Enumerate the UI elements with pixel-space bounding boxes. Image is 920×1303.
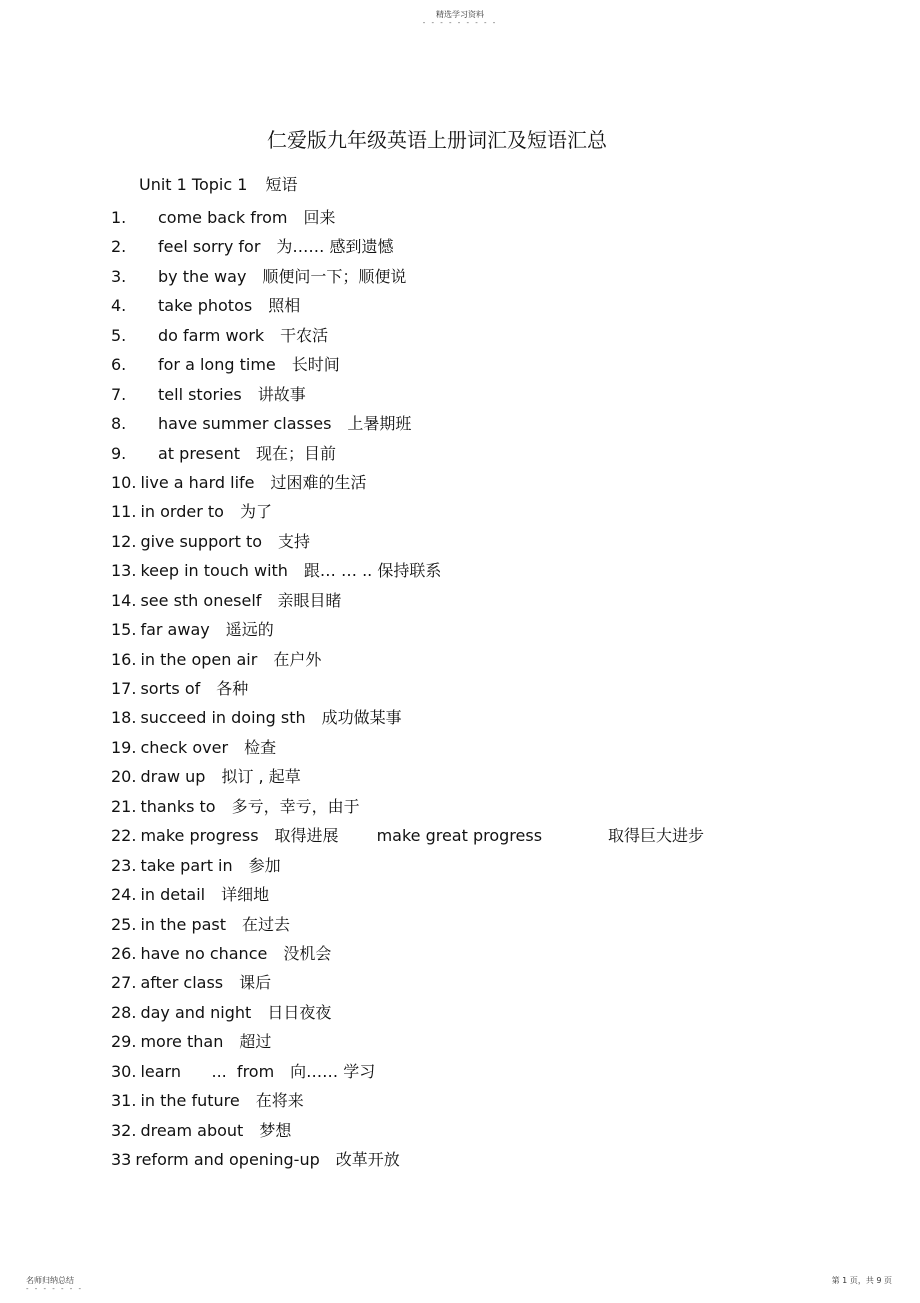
item-cn2: 取得巨大进步	[608, 826, 705, 846]
footer-label: 名师归纳总结	[26, 1276, 74, 1285]
item-en: in the past	[140, 914, 227, 934]
item-num: 31.	[111, 1091, 137, 1111]
item-num: 20.	[111, 767, 137, 787]
item-en: dream about	[140, 1120, 244, 1140]
item-num: 11.	[111, 502, 137, 522]
item-en: by the way	[158, 266, 247, 286]
item-cn: 现在；目前	[255, 443, 336, 463]
item-en: draw up	[140, 767, 206, 787]
list-item	[111, 471, 891, 500]
item-en: tell stories	[158, 384, 242, 404]
item-en: for a long time	[158, 355, 276, 375]
item-cn: 过困难的生活	[270, 472, 367, 492]
list-item	[111, 265, 891, 294]
item-num: 6.	[111, 355, 127, 375]
item-en: at present	[158, 443, 240, 463]
list-item	[111, 1001, 891, 1030]
list-item	[111, 883, 891, 912]
item-num: 19.	[111, 737, 137, 757]
item-en: more than	[140, 1032, 224, 1052]
item-num: 3.	[111, 266, 127, 286]
list-item	[111, 795, 891, 824]
item-cn: 为了	[239, 502, 272, 522]
item-en: live a hard life	[140, 472, 255, 492]
item-en: keep in touch with	[140, 561, 288, 581]
item-num: 21.	[111, 796, 137, 816]
item-cn: 亲眼目睹	[277, 590, 342, 610]
item-num: 22.	[111, 826, 137, 846]
item-cn: 超过	[239, 1032, 272, 1052]
item-num: 23.	[111, 855, 137, 875]
item-cn: 在户外	[273, 649, 322, 669]
item-num: 29.	[111, 1032, 137, 1052]
list-item	[111, 353, 891, 382]
item-num: 15.	[111, 620, 137, 640]
item-cn: 上暑期班	[347, 414, 412, 434]
item-cn: 照相	[268, 296, 301, 316]
item-cn: 没机会	[283, 943, 332, 963]
item-cn: 详细地	[221, 885, 270, 905]
item-num: 7.	[111, 384, 127, 404]
list-item	[111, 206, 891, 235]
item-en: take part in	[140, 855, 233, 875]
phrase-list	[111, 206, 891, 1177]
item-en: sorts of	[140, 679, 201, 698]
list-item	[111, 854, 891, 883]
item-num: 16.	[111, 649, 137, 669]
item-num: 2.	[111, 237, 127, 257]
list-item	[111, 1060, 891, 1089]
item-cn: 课后	[239, 973, 272, 993]
item-num: 9.	[111, 443, 127, 463]
list-item	[111, 589, 891, 618]
list-item	[111, 942, 891, 971]
item-en: after class	[140, 973, 224, 993]
item-num: 17.	[111, 679, 137, 698]
item-cn: 各种	[216, 679, 249, 698]
item-en: in the future	[140, 1091, 240, 1111]
item-en: learn ... from	[140, 1061, 275, 1081]
item-en: have summer classes	[158, 414, 332, 434]
item-cn: 讲故事	[257, 384, 306, 404]
item-cn: 梦想	[259, 1120, 292, 1140]
item-num: 25.	[111, 914, 137, 934]
item-cn: 遥远的	[225, 620, 274, 640]
item-cn: 回来	[303, 208, 336, 227]
list-item	[111, 412, 891, 441]
item-en: make progress	[140, 826, 259, 846]
item-cn: 长时间	[291, 355, 340, 375]
item-num: 32.	[111, 1120, 137, 1140]
item-en: reform and opening-up	[135, 1150, 320, 1169]
item-en: take photos	[158, 296, 253, 316]
list-item	[111, 648, 891, 677]
item-cn: 为…… 感到遗憾	[276, 237, 394, 257]
item-cn: 干农活	[280, 325, 329, 345]
item-cn: 在将来	[255, 1091, 304, 1111]
item-cn: 向…… 学习	[290, 1061, 376, 1081]
list-item	[111, 500, 891, 529]
item-en: see sth oneself	[140, 590, 262, 610]
item-num: 8.	[111, 414, 127, 434]
list-item	[111, 442, 891, 471]
section-heading-cn: 短语	[265, 175, 298, 194]
list-item	[111, 677, 891, 706]
item-cn: 日日夜夜	[267, 1002, 332, 1022]
list-item	[111, 736, 891, 765]
item-en: have no chance	[140, 943, 268, 963]
item-en: succeed in doing sth	[140, 708, 306, 728]
list-item	[111, 824, 891, 853]
item-en: thanks to	[140, 796, 216, 816]
list-item	[111, 1030, 891, 1059]
item-num: 1.	[111, 208, 127, 227]
item-num: 12.	[111, 531, 137, 551]
list-item	[111, 235, 891, 264]
item-num: 10.	[111, 472, 137, 492]
list-item	[111, 559, 891, 588]
item-num: 33	[111, 1150, 132, 1169]
item-num: 18.	[111, 708, 137, 728]
item-num: 26.	[111, 943, 137, 963]
item-num: 5.	[111, 325, 127, 345]
section-heading	[139, 172, 297, 195]
section-heading-en: Unit 1 Topic 1	[139, 175, 248, 194]
list-item	[111, 324, 891, 353]
list-item	[111, 294, 891, 323]
item-cn: 支持	[278, 531, 311, 551]
page-number: 第 1 页，共 9 页	[831, 1276, 892, 1285]
page-title: 仁爱版九年级英语上册词汇及短语汇总	[267, 128, 607, 152]
item-cn: 成功做某事	[321, 708, 402, 728]
list-item	[111, 383, 891, 412]
header-dots: - - - - - - - - -	[422, 19, 498, 27]
item-en: in detail	[140, 885, 206, 905]
item-num: 28.	[111, 1002, 137, 1022]
list-item	[111, 1089, 891, 1118]
item-num: 13.	[111, 561, 137, 581]
item-cn: 取得进展	[274, 826, 339, 846]
item-en: do farm work	[158, 325, 265, 345]
item-cn: 检查	[244, 737, 277, 757]
item-cn: 在过去	[242, 914, 291, 934]
footer-dots: - - - - - - -	[26, 1285, 84, 1293]
list-item	[111, 971, 891, 1000]
item-cn: 多亏，幸亏，由于	[231, 796, 360, 816]
item-en2: make great progress	[376, 826, 543, 846]
item-en: day and night	[140, 1002, 252, 1022]
list-item	[111, 1119, 891, 1148]
item-num: 24.	[111, 885, 137, 905]
list-item	[111, 530, 891, 559]
list-item	[111, 765, 891, 794]
item-en: check over	[140, 737, 229, 757]
item-cn: 改革开放	[335, 1150, 400, 1169]
item-cn: 拟订 , 起草	[221, 767, 301, 787]
item-num: 27.	[111, 973, 137, 993]
item-cn: 参加	[248, 855, 281, 875]
list-item	[111, 618, 891, 647]
item-num: 14.	[111, 590, 137, 610]
item-cn: 顺便问一下；顺便说	[262, 266, 407, 286]
item-en: give support to	[140, 531, 263, 551]
list-item	[111, 913, 891, 942]
item-num: 30.	[111, 1061, 137, 1081]
item-cn: 跟… … .. 保持联系	[303, 561, 442, 581]
list-item	[111, 706, 891, 735]
list-item	[111, 1148, 891, 1177]
item-en: in order to	[140, 502, 224, 522]
item-en: feel sorry for	[158, 237, 261, 257]
item-en: come back from	[158, 208, 288, 227]
item-en: in the open air	[140, 649, 258, 669]
item-num: 4.	[111, 296, 127, 316]
header-label: 精选学习资料	[436, 10, 484, 19]
item-en: far away	[140, 620, 210, 640]
